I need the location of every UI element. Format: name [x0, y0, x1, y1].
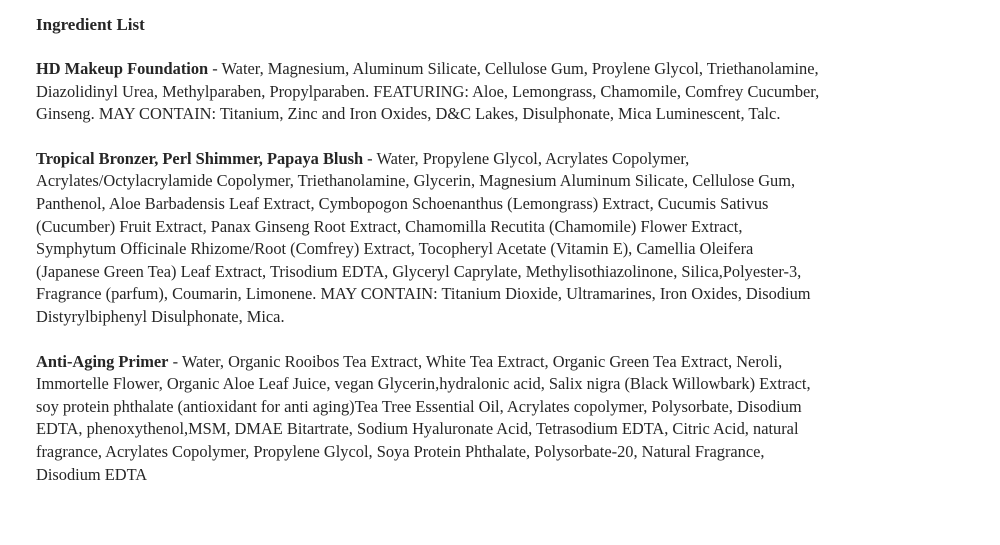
- ingredient-line: Diazolidinyl Urea, Methylparaben, Propylparaben. FEATURING: Aloe, Lemongrass, Chamomile, Comfrey Cucumber,: [36, 81, 820, 101]
- ingredient-line: Immortelle Flower, Organic Aloe Leaf Juice, vegan Glycerin,hydralonic acid, Salix nigra (Black Willowbark) Extract,: [36, 374, 811, 394]
- ingredient-line: Symphytum Officinale Rhizome/Root (Comfrey) Extract, Tocopheryl Acetate (Vitamin E), Camellia Oleifera: [36, 239, 754, 259]
- product-name: HD Makeup Foundation: [36, 59, 209, 78]
- name-separator: -: [363, 148, 377, 168]
- section-tropical-bronzer: [36, 148, 976, 329]
- ingredient-text: Water, Propylene Glycol, Acrylates Copolymer,: [376, 148, 690, 168]
- ingredient-line: Acrylates/Octylacrylamide Copolymer, Triethanolamine, Glycerin, Magnesium Aluminum Silicate, Cellulose Gum,: [36, 171, 796, 191]
- ingredient-line: Disodium EDTA: [36, 464, 148, 484]
- product-name: Anti-Aging Primer: [36, 351, 169, 371]
- section-anti-aging-primer: [36, 351, 976, 487]
- ingredient-text: Water, Magnesium, Aluminum Silicate, Cellulose Gum, Proylene Glycol, Triethanolamine,: [221, 59, 819, 78]
- ingredient-line: Ginseng. MAY CONTAIN: Titanium, Zinc and Iron Oxides, D&C Lakes, Disulphonate, Mica Luminescent, Talc.: [36, 104, 781, 124]
- ingredient-line: Panthenol, Aloe Barbadensis Leaf Extract, Cymbopogon Schoenanthus (Lemongrass) Extract, Cucumis Sativus: [36, 193, 769, 213]
- ingredient-line: soy protein phthalate (antioxidant for anti aging)Tea Tree Essential Oil, Acrylates copolymer, Polysorbate, Disodium: [36, 396, 802, 416]
- ingredient-line: EDTA, phenoxythenol,MSM, DMAE Bitartrate, Sodium Hyaluronate Acid, Tetrasodium EDTA, Citric Acid, natural: [36, 419, 799, 439]
- section-line: [36, 58, 976, 81]
- section-line: [36, 148, 976, 171]
- ingredient-line: fragrance, Acrylates Copolymer, Propylene Glycol, Soya Protein Phthalate, Polysorbate-20, Natural Fragrance,: [36, 441, 765, 461]
- name-separator: -: [168, 351, 182, 371]
- ingredient-line: (Cucumber) Fruit Extract, Panax Ginseng Root Extract, Chamomilla Recutita (Chamomile) Flower Extract,: [36, 216, 743, 236]
- ingredient-line: Distyrylbiphenyl Disulphonate, Mica.: [36, 306, 285, 326]
- ingredient-line: Fragrance (parfum), Coumarin, Limonene. MAY CONTAIN: Titanium Dioxide, Ultramarines, Iron Oxides, Disodium: [36, 284, 811, 304]
- product-name: Tropical Bronzer, Perl Shimmer, Papaya Blush: [36, 148, 364, 168]
- name-separator: -: [208, 59, 222, 78]
- ingredient-line: (Japanese Green Tea) Leaf Extract, Trisodium EDTA, Glyceryl Caprylate, Methylisothiazolinone, Silica,Polyester-3,: [36, 261, 802, 281]
- section-hd-makeup-foundation: [36, 58, 976, 126]
- ingredient-text: Water, Organic Rooibos Tea Extract, White Tea Extract, Organic Green Tea Extract, Neroli,: [181, 351, 783, 371]
- document-title: Ingredient List: [36, 15, 145, 34]
- section-line: [36, 351, 976, 374]
